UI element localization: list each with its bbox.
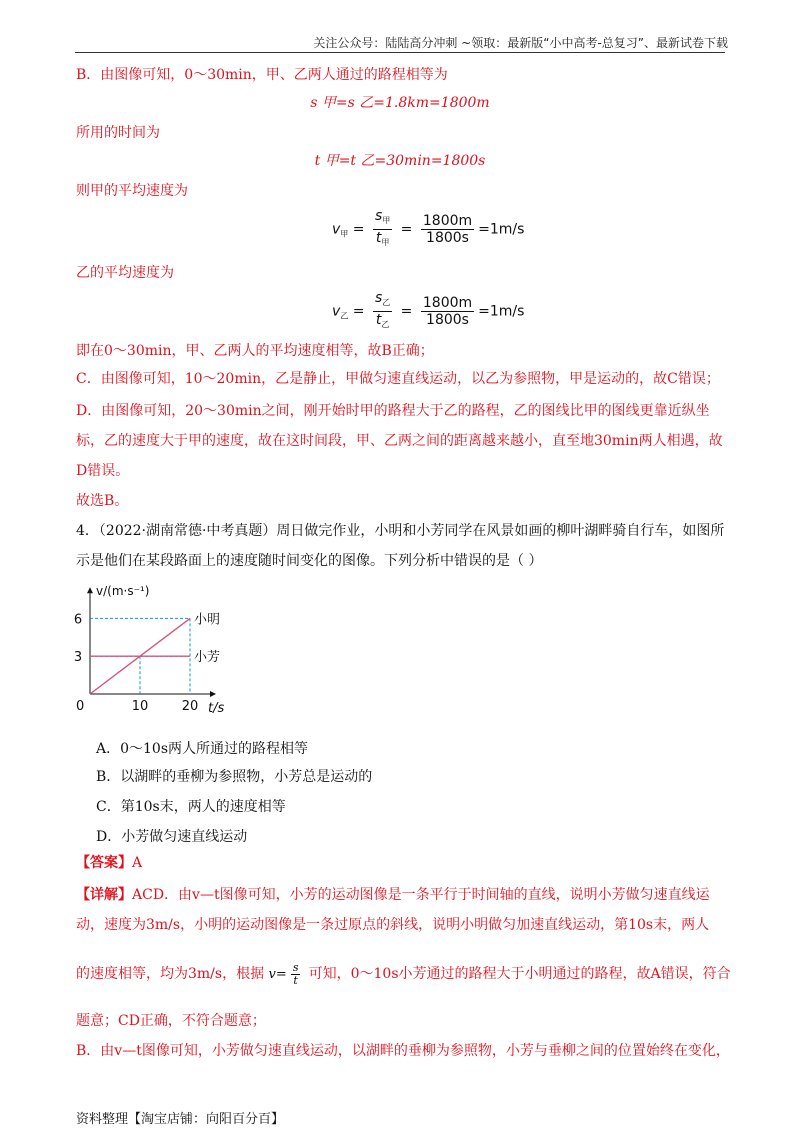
equation-v-jia: $v_甲$ = $\frac{s_甲}{t_甲}$ = $\frac{1800m}{1800s}$ =1m/s (332, 208, 524, 251)
header-divider (75, 52, 725, 53)
formula-v: v (268, 967, 276, 982)
eq-lhs: v (332, 221, 341, 238)
option-d: D．小芳做匀速直线运动 (96, 829, 248, 845)
eq-lhs-sub: 甲 (340, 229, 349, 239)
frac-num-value: 1800m (422, 295, 473, 311)
frac-den: t (375, 230, 382, 246)
detail-paragraph-2 (76, 962, 731, 987)
answer-line (76, 852, 142, 874)
detail-text-2a: 的速度相等，均为3m/s，根据 (76, 966, 265, 982)
option-b: B．以湖畔的垂柳为参照物，小芳总是运动的 (96, 769, 373, 785)
jia-speed-intro: 则甲的平均速度为 (76, 183, 188, 199)
x-tick-20: 20 (181, 699, 199, 714)
fraction-numeric (421, 295, 474, 328)
y-tick-6: 6 (73, 612, 83, 628)
page-footer: 资料整理【淘宝店铺：向阳百分百】 (76, 1112, 285, 1127)
answer-label: 【答案】 (76, 855, 132, 871)
page-header: 关注公众号：陆陆高分冲刺 ~领取：最新版“小中高考-总复习”、最新试卷下载 (313, 36, 728, 50)
vt-chart (70, 572, 260, 722)
fraction-symbolic (373, 208, 392, 251)
eq-lhs: v (332, 303, 341, 320)
solution-c-line: C．由图像可知，10～20min，乙是静止，甲做匀速直线运动，以乙为参照物，甲是运动的，故C错误； (76, 371, 720, 387)
solution-b-line: B．由图像可知，0～30min，甲、乙两人通过的路程相等为 (76, 67, 448, 83)
formula-eq: = (275, 967, 287, 982)
x-axis-arrow (210, 691, 216, 697)
solution-d-line: D．由图像可知，20～30min之间，刚开始时甲的路程大于乙的路程，乙的图线比甲的图线更靠近纵坐标，乙的速度大于甲的速度，故在这时间段，甲、乙两之间的距离越来越小，直至地30min两人相遇，故D错误。 (76, 403, 723, 479)
frac-den-value: 1800s (426, 312, 469, 328)
yi-speed-intro: 乙的平均速度为 (76, 265, 174, 281)
series-label-1: 小明 (194, 612, 221, 628)
detail-text-2b: 可知，0～10s小芳通过的路程大于小明通过的路程，故A错误，符合 (308, 966, 731, 982)
series-label-2: 小芳 (194, 650, 221, 666)
frac-num-value: 1800m (422, 213, 473, 229)
conclusion-b: 即在0～30min，甲、乙两人的平均速度相等，故B正确； (76, 343, 434, 359)
equation-v-yi: $v_乙$ = $\frac{s_乙}{t_乙}$ = $\frac{1800m}{1800s}$ =1m/s (332, 290, 524, 333)
detail-text-1: ACD．由v—t图像可知，小芳的运动图像是一条平行于时间轴的直线，说明小芳做匀速直线运动，速度为3m/s，小明的运动图像是一条过原点的斜线，说明小明做匀加速直线运动，第10s末，两人 (76, 887, 710, 933)
frac-num-sub: 甲 (382, 216, 391, 225)
speed-formula (268, 961, 309, 987)
fraction-numeric (421, 213, 474, 246)
detail-paragraph-4: B．由v—t图像可知，小芳做匀速直线运动，以湖畔的垂柳为参照物，小芳与垂柳之间的位置始终在变化， (76, 1043, 730, 1059)
equation-time: t 甲=t 乙=30min=1800s (314, 153, 486, 169)
question-4-text: 4．（2022·湖南常德·中考真题）周日做完作业，小明和小芳同学在风景如画的柳叶湖畔骑自行车，如图所示是他们在某段路面上的速度随时间变化的图像。下列分析中错误的是（ ） (76, 523, 725, 569)
frac-den-sub: 乙 (381, 320, 390, 329)
answer-value: A (132, 855, 143, 871)
y-tick-3: 3 (73, 650, 83, 666)
x-tick-10: 10 (131, 699, 149, 714)
frac-num: s (374, 208, 383, 224)
frac-den: t (375, 312, 382, 328)
y-axis-label: v/(m·s⁻¹) (96, 584, 150, 599)
answer-b: 故选B。 (76, 493, 129, 509)
detail-paragraph-1 (76, 880, 728, 940)
frac-den-sub: 甲 (381, 238, 390, 247)
formula-den: t (293, 974, 298, 987)
frac-den-value: 1800s (426, 230, 469, 246)
y-axis-arrow (87, 587, 93, 593)
frac-num: s (374, 290, 383, 306)
frac-num-sub: 乙 (382, 298, 391, 307)
time-intro: 所用的时间为 (76, 125, 160, 141)
equation-distance: s 甲=s 乙=1.8km=1800m (310, 95, 490, 111)
eq-result: =1m/s (478, 303, 525, 320)
option-c: C．第10s末，两人的速度相等 (96, 799, 286, 815)
x-axis-label: t/s (208, 701, 225, 716)
origin-label: 0 (76, 699, 85, 714)
option-a: A．0～10s两人所通过的路程相等 (96, 741, 309, 757)
fraction-symbolic (373, 290, 392, 333)
formula-fraction (291, 962, 301, 987)
detail-label: 【详解】 (76, 887, 132, 903)
formula-num: s (292, 961, 299, 974)
eq-lhs-sub: 乙 (340, 311, 349, 321)
detail-paragraph-3: 题意；CD正确，不符合题意； (76, 1013, 266, 1029)
eq-result: =1m/s (478, 221, 525, 238)
